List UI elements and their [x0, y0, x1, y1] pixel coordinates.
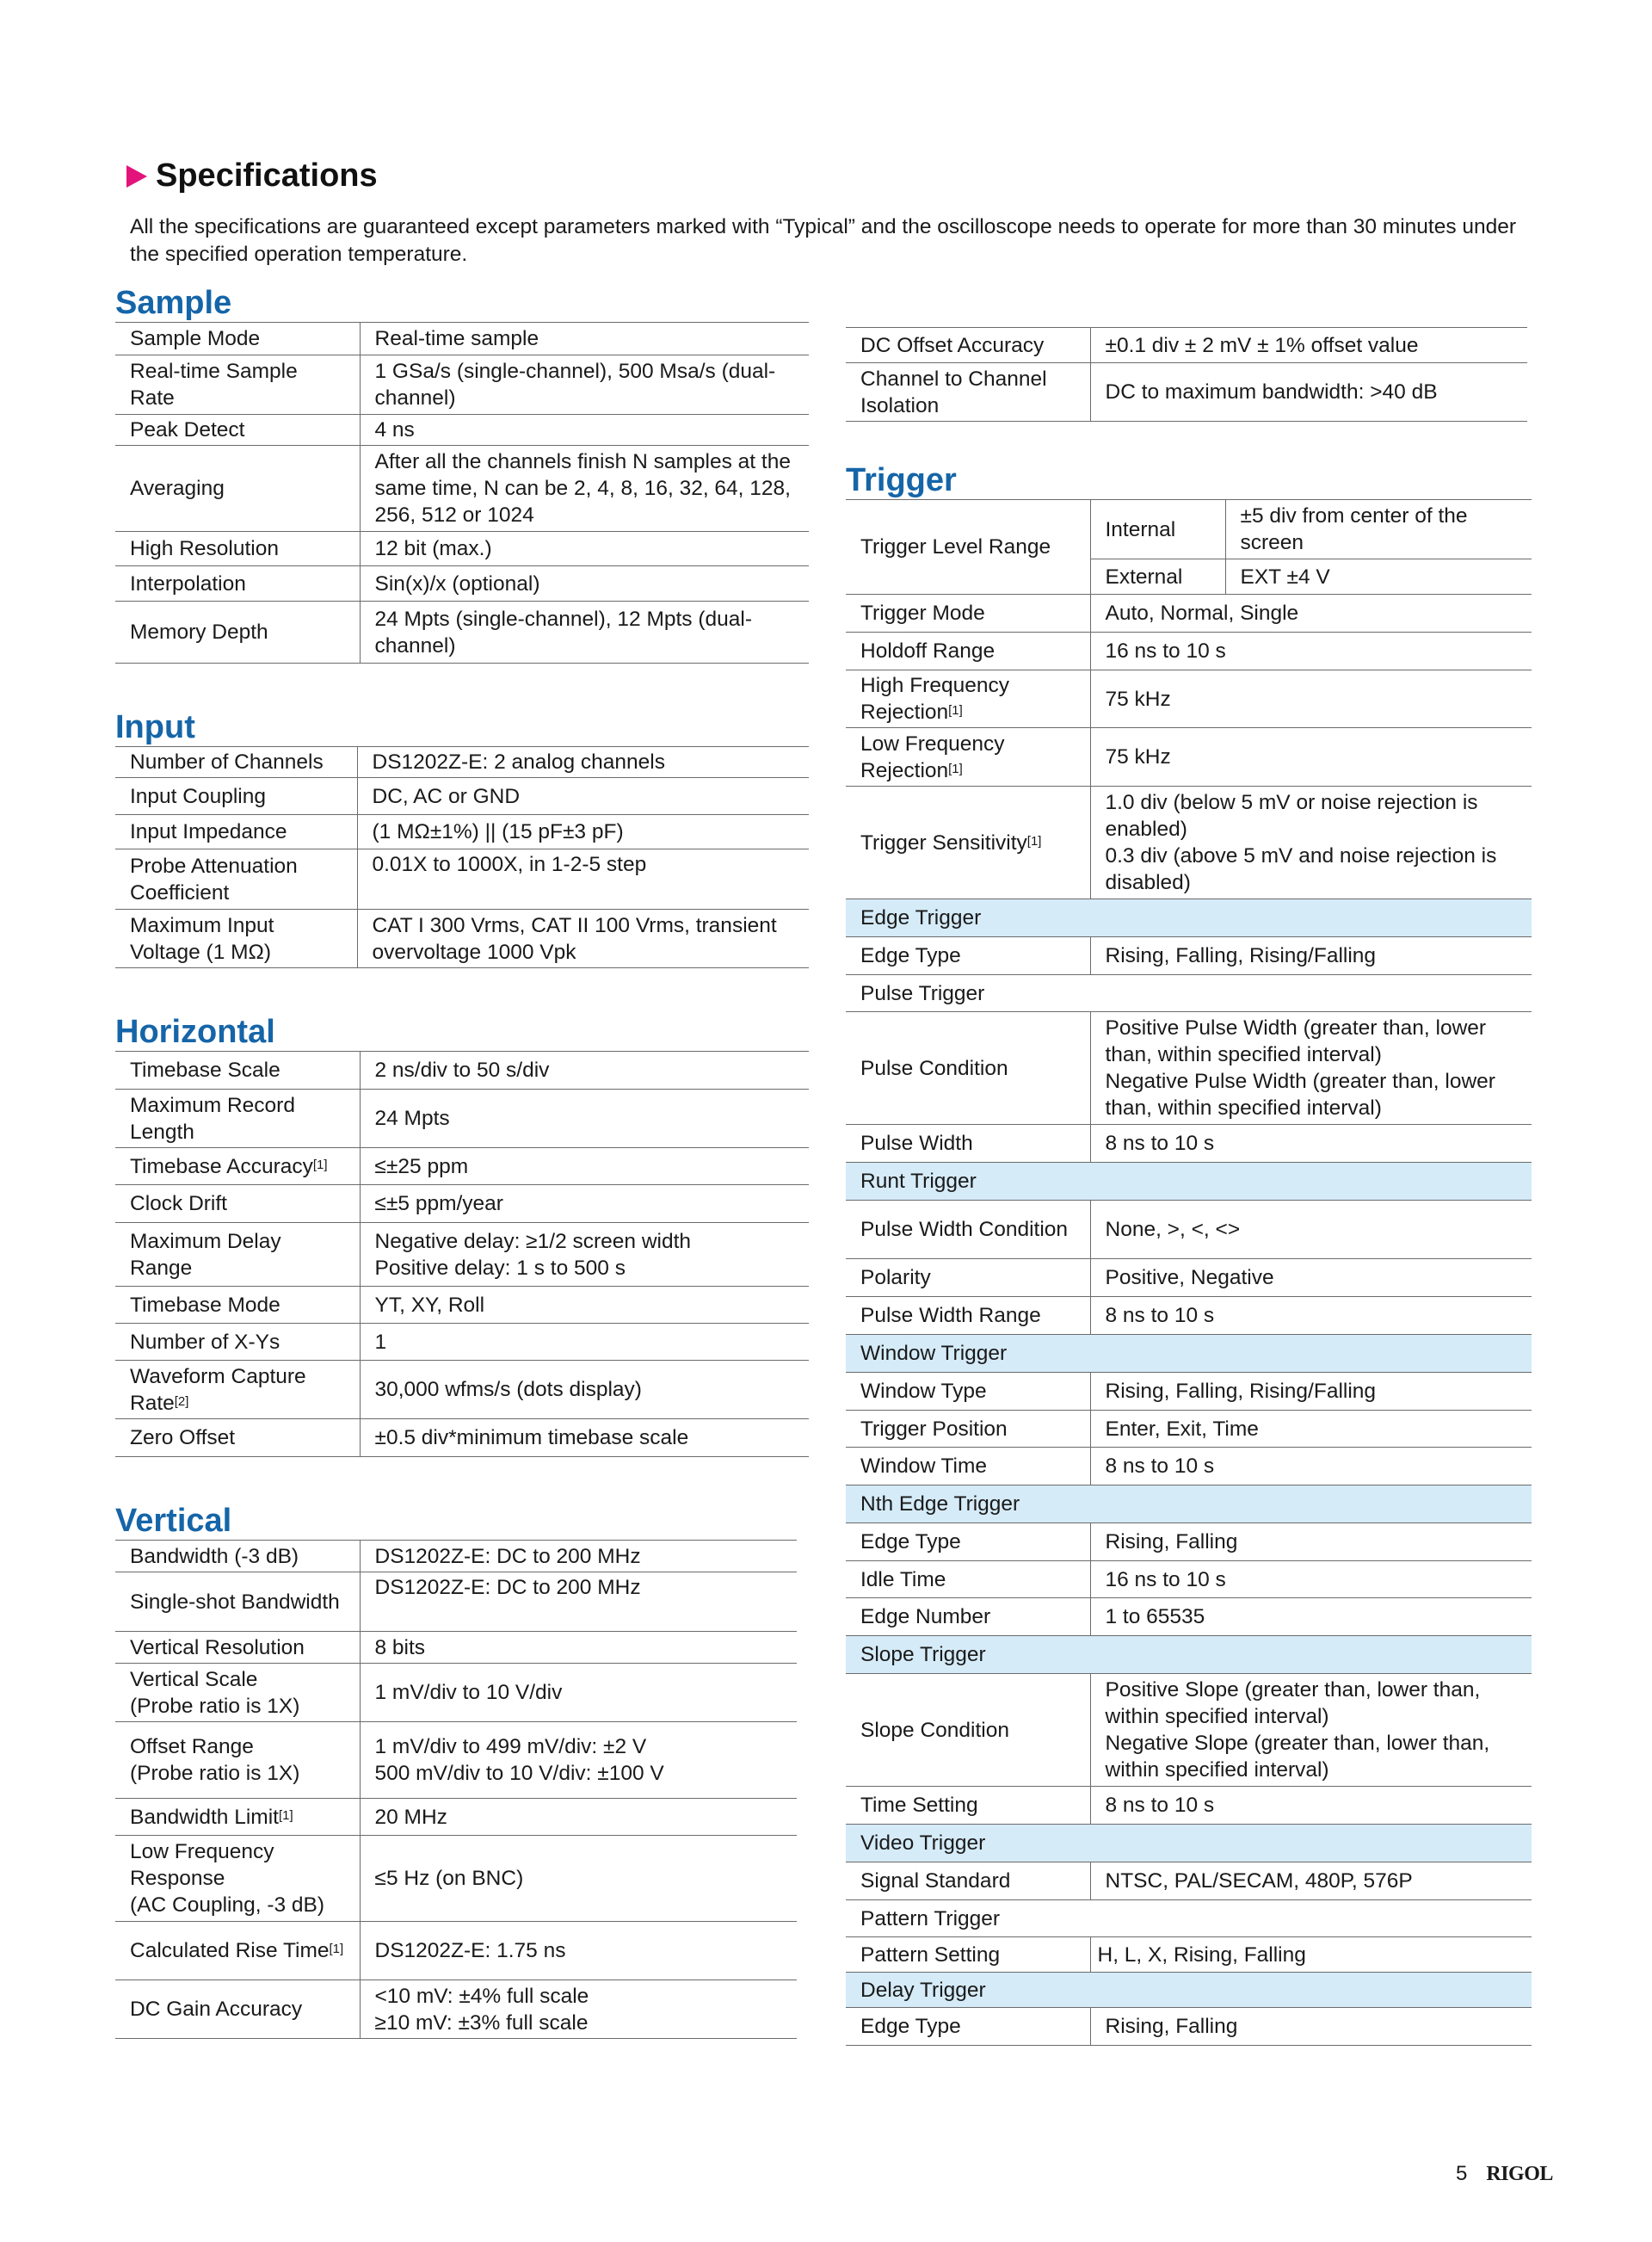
row-value: Rising, Falling [1090, 2008, 1532, 2046]
triangle-bullet-icon [126, 165, 147, 188]
table-row [846, 728, 1532, 787]
row-value: YT, XY, Roll [360, 1287, 809, 1324]
value-line: 0.3 div (above 5 mV and noise rejection is disabled) [1105, 844, 1497, 894]
row-label: Maximum Input Voltage (1 MΩ) [115, 910, 357, 968]
table-row [846, 1297, 1532, 1335]
row-value: Positive, Negative [1090, 1259, 1532, 1297]
table-row [115, 566, 809, 602]
sample-table [115, 322, 809, 664]
footnote-marker: [1] [278, 1807, 293, 1823]
row-label: High Resolution [115, 532, 360, 566]
table-row [115, 1324, 809, 1361]
row-value: 24 Mpts (single-channel), 12 Mpts (dual-channel) [360, 602, 809, 664]
label-line: (Probe ratio is 1X) [130, 1762, 300, 1785]
value-line: 500 mV/div to 10 V/div: ±100 V [374, 1762, 664, 1785]
table-row [846, 1937, 1532, 1973]
row-label: Clock Drift [115, 1185, 360, 1223]
table-row [115, 1541, 797, 1572]
label-line: Offset Range [130, 1735, 254, 1758]
row-label: Real-time Sample Rate [115, 355, 360, 415]
table-row [846, 1598, 1532, 1636]
row-label: Window Type [846, 1373, 1090, 1411]
table-row [846, 1523, 1532, 1561]
sample-section [115, 284, 809, 664]
table-row [846, 1125, 1532, 1163]
row-value: ±0.1 div ± 2 mV ± 1% offset value [1090, 328, 1527, 363]
section-title-trigger: Trigger [846, 462, 957, 498]
page-title: Specifications [156, 157, 378, 194]
row-label: Vertical Resolution [115, 1632, 360, 1664]
table-row [846, 500, 1532, 559]
row-label: Number of X-Ys [115, 1324, 360, 1361]
subsection-title: Pattern Trigger [846, 1900, 1532, 1937]
row-value: DC, AC or GND [357, 778, 809, 815]
row-value: CAT I 300 Vrms, CAT II 100 Vrms, transient overvoltage 1000 Vpk [357, 910, 809, 968]
row-label: Probe Attenuation Coefficient [115, 849, 357, 910]
table-row [115, 1922, 797, 1980]
subsection-header-edge [846, 899, 1532, 937]
row-label: Maximum Record Length [115, 1090, 360, 1148]
row-value [1090, 787, 1532, 899]
subsection-title: Delay Trigger [846, 1973, 1532, 2008]
section-title-input: Input [115, 709, 195, 745]
row-label: Peak Detect [115, 415, 360, 446]
row-label: Memory Depth [115, 602, 360, 664]
row-value [360, 1223, 809, 1287]
row-value: 20 MHz [360, 1799, 797, 1836]
row-label-text: Low Frequency Rejection [860, 732, 1005, 782]
row-value: 8 ns to 10 s [1090, 1125, 1532, 1163]
vertical-cont-table [846, 327, 1527, 422]
page-number: 5 [1456, 2162, 1468, 2185]
subsection-title: Pulse Trigger [846, 975, 1532, 1012]
subsection-header-pulse [846, 975, 1532, 1012]
table-row [115, 1664, 797, 1722]
table-row [846, 670, 1532, 728]
value-line: Positive Pulse Width (greater than, lower than, within specified interval) [1105, 1016, 1487, 1066]
table-row [115, 1572, 797, 1632]
subsection-title: Window Trigger [846, 1335, 1532, 1373]
row-value: DC to maximum bandwidth: >40 dB [1090, 363, 1527, 422]
footnote-marker: [1] [1026, 833, 1042, 849]
row-value: ≤5 Hz (on BNC) [360, 1836, 797, 1922]
table-row [115, 1980, 797, 2039]
row-value: 8 ns to 10 s [1090, 1297, 1532, 1335]
subsection-header-window [846, 1335, 1532, 1373]
row-label: Number of Channels [115, 747, 357, 778]
table-row [115, 778, 809, 815]
row-value [360, 1980, 797, 2039]
subsection-title: Edge Trigger [846, 899, 1532, 937]
table-row [115, 602, 809, 664]
row-label: Timebase Scale [115, 1052, 360, 1090]
section-title-vertical: Vertical [115, 1503, 232, 1539]
table-row [115, 415, 809, 446]
row-label-text: Trigger Sensitivity [860, 831, 1027, 855]
table-row [846, 1561, 1532, 1598]
footnote-marker: [1] [948, 761, 963, 776]
row-label [115, 1836, 360, 1922]
row-label: Window Time [846, 1448, 1090, 1485]
subsection-header-pattern [846, 1900, 1532, 1937]
row-label: DC Gain Accuracy [115, 1980, 360, 2039]
table-row [846, 633, 1532, 670]
row-value: None, >, <, <> [1090, 1201, 1532, 1259]
table-row [846, 1201, 1532, 1259]
table-row [115, 1419, 809, 1457]
trigger-table [846, 499, 1532, 2046]
table-row [115, 532, 809, 566]
row-label: Idle Time [846, 1561, 1090, 1598]
footnote-marker: [1] [312, 1157, 328, 1172]
row-value: 16 ns to 10 s [1090, 1561, 1532, 1598]
row-value: Sin(x)/x (optional) [360, 566, 809, 602]
row-value: 12 bit (max.) [360, 532, 809, 566]
row-label-text: High Frequency Rejection [860, 674, 1009, 724]
row-label [115, 1361, 360, 1419]
row-value: Enter, Exit, Time [1090, 1411, 1532, 1448]
section-title-horizontal: Horizontal [115, 1014, 275, 1050]
row-value: 8 ns to 10 s [1090, 1787, 1532, 1825]
row-label: Trigger Position [846, 1411, 1090, 1448]
table-row [115, 1836, 797, 1922]
table-row [115, 446, 809, 532]
table-row [115, 323, 809, 355]
brand-logo: RIGOL [1486, 2162, 1553, 2185]
table-row [846, 1787, 1532, 1825]
row-label [115, 1722, 360, 1799]
value-line: 1.0 div (below 5 mV or noise rejection is enabled) [1105, 791, 1478, 841]
row-label: Sample Mode [115, 323, 360, 355]
sub-label: External [1090, 559, 1225, 595]
table-row [115, 355, 809, 415]
table-row [115, 1632, 797, 1664]
row-label: Signal Standard [846, 1862, 1090, 1900]
row-label: Trigger Level Range [846, 500, 1090, 595]
value-line: Negative delay: ≥1/2 screen width [374, 1229, 692, 1253]
trigger-section [846, 461, 1532, 2046]
row-label-text: Bandwidth Limit [130, 1805, 279, 1829]
row-value [1090, 1012, 1532, 1125]
row-label [115, 1922, 360, 1980]
horizontal-table [115, 1051, 809, 1457]
row-label-text: Calculated Rise Time [130, 1939, 330, 1962]
row-label: Trigger Mode [846, 595, 1090, 633]
row-label: Holdoff Range [846, 633, 1090, 670]
section-title-sample: Sample [115, 285, 232, 321]
table-row [115, 1799, 797, 1836]
table-row [846, 1259, 1532, 1297]
row-label: Edge Type [846, 2008, 1090, 2046]
row-value: Real-time sample [360, 323, 809, 355]
row-label: Pulse Width Condition [846, 1201, 1090, 1259]
subsection-header-delay [846, 1973, 1532, 2008]
row-label: Pattern Setting [846, 1937, 1090, 1973]
table-row [115, 1287, 809, 1324]
vertical-section [115, 1502, 797, 2039]
row-value: Rising, Falling, Rising/Falling [1090, 1373, 1532, 1411]
table-row [115, 1361, 809, 1419]
table-row [115, 1148, 809, 1185]
row-label: Pulse Condition [846, 1012, 1090, 1125]
row-label: Slope Condition [846, 1674, 1090, 1787]
row-value: 1 mV/div to 10 V/div [360, 1664, 797, 1722]
value-line: ≥10 mV: ±3% full scale [374, 2010, 589, 2035]
row-label: Averaging [115, 446, 360, 532]
table-row [846, 1448, 1532, 1485]
row-label: Time Setting [846, 1787, 1090, 1825]
row-label [115, 1148, 360, 1185]
subsection-header-runt [846, 1163, 1532, 1201]
table-row [846, 1373, 1532, 1411]
row-value: 1 GSa/s (single-channel), 500 Msa/s (dual-channel) [360, 355, 809, 415]
row-label: Single-shot Bandwidth [115, 1572, 360, 1632]
row-value: ±5 div from center of the screen [1225, 500, 1532, 559]
row-value: 8 bits [360, 1632, 797, 1664]
row-value [360, 1722, 797, 1799]
value-line: Negative Pulse Width (greater than, lower than, within specified interval) [1105, 1070, 1495, 1120]
row-label: Edge Type [846, 1523, 1090, 1561]
row-label [115, 1664, 360, 1722]
row-label: Edge Number [846, 1598, 1090, 1636]
row-value: EXT ±4 V [1225, 559, 1532, 595]
table-row [115, 1722, 797, 1799]
table-row [115, 1223, 809, 1287]
table-row [115, 1090, 809, 1148]
subsection-title: Runt Trigger [846, 1163, 1532, 1201]
label-line: Low Frequency Response [130, 1840, 274, 1890]
row-value: After all the channels finish N samples at the same time, N can be 2, 4, 8, 16, 32, 64, 128, 256, 512 or 1024 [360, 446, 809, 532]
table-row [846, 937, 1532, 975]
row-label [846, 670, 1090, 728]
value-line: Positive Slope (greater than, lower than, within specified interval) [1105, 1678, 1481, 1728]
row-value: NTSC, PAL/SECAM, 480P, 576P [1090, 1862, 1532, 1900]
subsection-header-nth-edge [846, 1485, 1532, 1523]
table-row [846, 1674, 1532, 1787]
row-label: Interpolation [115, 566, 360, 602]
row-value: Auto, Normal, Single [1090, 595, 1532, 633]
row-value: 1 to 65535 [1090, 1598, 1532, 1636]
row-value: Rising, Falling, Rising/Falling [1090, 937, 1532, 975]
row-value: 0.01X to 1000X, in 1-2-5 step [357, 849, 809, 910]
row-value [1090, 1674, 1532, 1787]
footnote-marker: [2] [174, 1393, 189, 1409]
row-value: H, L, X, Rising, Falling [1090, 1937, 1532, 1973]
table-row [115, 747, 809, 778]
row-value: 1 [360, 1324, 809, 1361]
row-value: DS1202Z-E: DC to 200 MHz [360, 1572, 797, 1632]
subsection-title: Nth Edge Trigger [846, 1485, 1532, 1523]
row-value: ±0.5 div*minimum timebase scale [360, 1419, 809, 1457]
intro-text: All the specifications are guaranteed except parameters marked with “Typical” and the oscilloscope needs to operate for more than 30 minutes under the specified operation temperature. [130, 215, 1517, 266]
row-value: 75 kHz [1090, 670, 1532, 728]
value-line: <10 mV: ±4% full scale [374, 1984, 589, 2008]
row-label-text: Timebase Accuracy [130, 1154, 313, 1178]
value-line: Positive delay: 1 s to 500 s [374, 1256, 626, 1280]
table-row [846, 787, 1532, 899]
label-line: Vertical Scale [130, 1667, 258, 1691]
subsection-header-video [846, 1825, 1532, 1862]
row-label: Bandwidth (-3 dB) [115, 1541, 360, 1572]
table-row [115, 849, 809, 910]
table-row [846, 595, 1532, 633]
input-table [115, 746, 809, 968]
row-value: 16 ns to 10 s [1090, 633, 1532, 670]
row-label [846, 728, 1090, 787]
sub-label: Internal [1090, 500, 1225, 559]
row-value: DS1202Z-E: 1.75 ns [360, 1922, 797, 1980]
vertical-table [115, 1540, 797, 2039]
row-label: Maximum Delay Range [115, 1223, 360, 1287]
table-row [115, 1052, 809, 1090]
row-value: 8 ns to 10 s [1090, 1448, 1532, 1485]
row-value: 2 ns/div to 50 s/div [360, 1052, 809, 1090]
row-label: Edge Type [846, 937, 1090, 975]
row-label: Pulse Width Range [846, 1297, 1090, 1335]
row-label: Input Coupling [115, 778, 357, 815]
row-label: Input Impedance [115, 815, 357, 849]
row-value: (1 MΩ±1%) || (15 pF±3 pF) [357, 815, 809, 849]
row-value: 4 ns [360, 415, 809, 446]
row-value: 30,000 wfms/s (dots display) [360, 1361, 809, 1419]
row-label-text: Waveform Capture Rate [130, 1364, 306, 1415]
table-row [115, 1185, 809, 1223]
page-footer [1456, 2162, 1553, 2186]
table-row [846, 1862, 1532, 1900]
table-row [846, 2008, 1532, 2046]
table-row [846, 1012, 1532, 1125]
row-label: Zero Offset [115, 1419, 360, 1457]
table-row [846, 328, 1527, 363]
row-label: Pulse Width [846, 1125, 1090, 1163]
subsection-title: Slope Trigger [846, 1636, 1532, 1674]
footnote-marker: [1] [948, 703, 963, 718]
table-row [115, 815, 809, 849]
label-line: (AC Coupling, -3 dB) [130, 1893, 325, 1917]
row-value: Rising, Falling [1090, 1523, 1532, 1561]
subsection-header-slope [846, 1636, 1532, 1674]
row-label: Polarity [846, 1259, 1090, 1297]
row-value: DS1202Z-E: 2 analog channels [357, 747, 809, 778]
table-row [846, 1411, 1532, 1448]
value-line: Negative Slope (greater than, lower than, within specified interval) [1105, 1732, 1490, 1782]
row-value: 24 Mpts [360, 1090, 809, 1148]
horizontal-section [115, 1013, 809, 1457]
row-label: DC Offset Accuracy [846, 328, 1090, 363]
value-line: 1 mV/div to 499 mV/div: ±2 V [374, 1735, 647, 1758]
table-row [115, 910, 809, 968]
row-label [115, 1799, 360, 1836]
subsection-title: Video Trigger [846, 1825, 1532, 1862]
footnote-marker: [1] [329, 1942, 344, 1956]
row-value: DS1202Z-E: DC to 200 MHz [360, 1541, 797, 1572]
row-value: ≤±5 ppm/year [360, 1185, 809, 1223]
row-value: 75 kHz [1090, 728, 1532, 787]
label-line: (Probe ratio is 1X) [130, 1694, 300, 1718]
row-label: Timebase Mode [115, 1287, 360, 1324]
input-section [115, 708, 809, 968]
page-heading [126, 157, 378, 195]
row-label: Channel to Channel Isolation [846, 363, 1090, 422]
table-row [846, 363, 1527, 422]
row-label [846, 787, 1090, 899]
left-column [115, 284, 809, 2039]
row-value: ≤±25 ppm [360, 1148, 809, 1185]
right-column [846, 327, 1532, 2046]
